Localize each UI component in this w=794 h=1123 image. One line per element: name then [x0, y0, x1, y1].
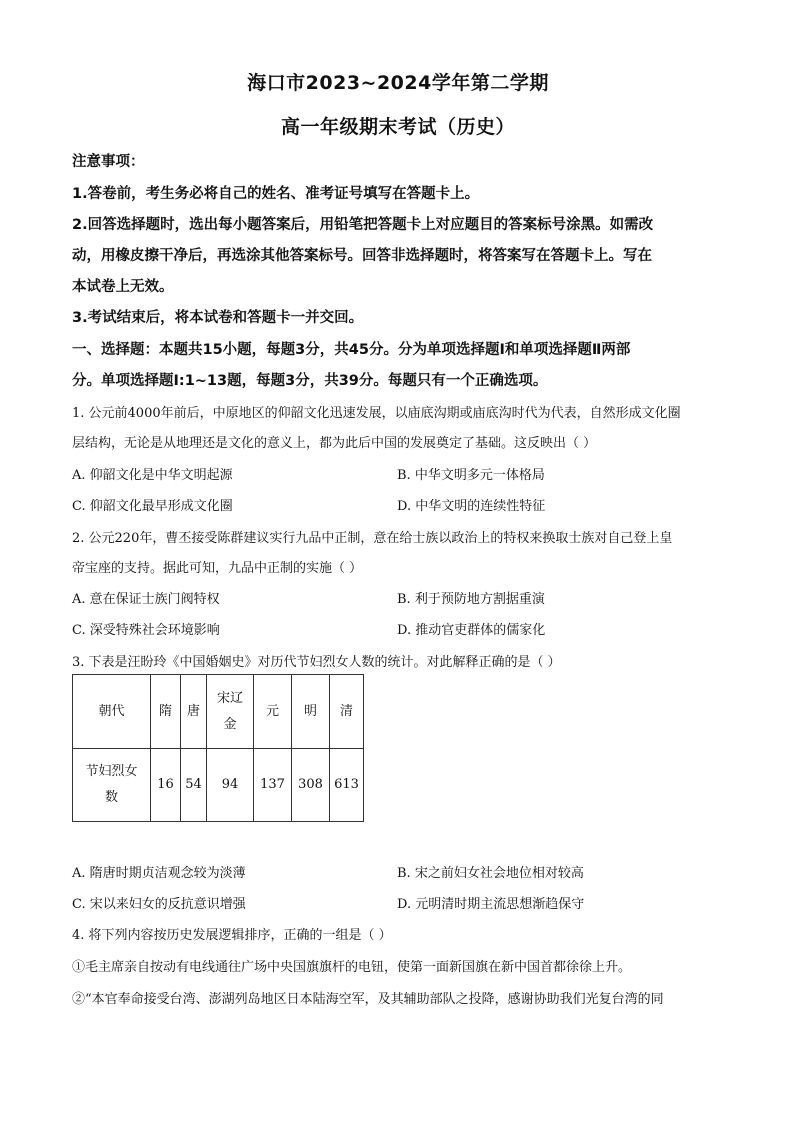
- q3-stem: 3. 下表是汪盼玲《中国婚姻史》对历代节妇烈女人数的统计。对此解释正确的是（ ）: [72, 655, 561, 670]
- q4-item-2: ②“本官奉命接受台湾、澎湖列岛地区日本陆海空军，及其辅助部队之投降，感谢协助我们光复台湾的同: [72, 992, 664, 1007]
- exam-subtitle: 高一年级期末考试（历史）: [280, 116, 515, 138]
- table-cell-count-tang: 54: [181, 749, 207, 822]
- q1-stem-line-1: 1. 公元前4000年前后，中原地区的仰韶文化迅速发展，以庙底沟期或庙底沟时代为代表，自然形成文化圈: [72, 406, 681, 421]
- q2-stem-line-1: 2. 公元220年，曹丕接受陈群建议实行九品中正制，意在给士族以政治上的特权来换取士族对自己登上皇: [72, 531, 673, 546]
- table-cell-count-qing: 613: [330, 749, 364, 822]
- q3-option-b: B. 宋之前妇女社会地位相对较高: [397, 866, 584, 881]
- table-row-header-count-line-1: 节妇烈女: [85, 764, 138, 779]
- q1-option-b: B. 中华文明多元一体格局: [397, 468, 545, 483]
- q1-option-d: D. 中华文明的连续性特征: [397, 499, 546, 514]
- table-cell-count-sui: 16: [151, 749, 181, 822]
- q3-option-a: A. 隋唐时期贞洁观念较为淡薄: [72, 866, 246, 881]
- q1-option-c: C. 仰韶文化最早形成文化圈: [72, 499, 233, 514]
- table-cell-dynasty-qing: 清: [330, 675, 364, 749]
- q3-statistics-table: [72, 674, 364, 822]
- q3-option-d: D. 元明清时期主流思想渐趋保守: [397, 897, 585, 912]
- table-row-header-dynasty: 朝代: [73, 675, 151, 749]
- section-heading-line-2: 分。单项选择题Ⅰ:1~13题，每题3分，共39分。每题只有一个正确选项。: [72, 373, 548, 389]
- table-cell-count-song-liao-jin: 94: [207, 749, 254, 822]
- q2-option-a: A. 意在保证士族门阀特权: [72, 592, 220, 607]
- notice-item-2-line-3: 本试卷上无效。: [72, 279, 174, 295]
- section-heading-line-1: 一、选择题：本题共15小题，每题3分，共45分。分为单项选择题Ⅰ和单项选择题Ⅱ两部: [72, 342, 631, 358]
- notice-item-2-line-1: 2.回答选择题时，选出每小题答案后，用铅笔把答题卡上对应题目的答案标号涂黑。如需改: [72, 217, 654, 233]
- table-cell-dynasty-tang: 唐: [181, 675, 207, 749]
- table-row-header-count: [73, 749, 151, 822]
- notice-item-1: 1.答卷前，考生务必将自己的姓名、准考证号填写在答题卡上。: [72, 186, 480, 202]
- q2-option-b: B. 利于预防地方割据重演: [397, 592, 545, 607]
- q2-stem-line-2: 帝宝座的支持。据此可知，九品中正制的实施（ ）: [72, 561, 363, 576]
- table-cell-dynasty-jin: 金: [223, 716, 237, 732]
- table-cell-dynasty-ming: 明: [292, 675, 330, 749]
- table-row-count: [73, 749, 364, 822]
- table-row-dynasty: [73, 675, 364, 749]
- table-cell-dynasty-song-liao-jin: [207, 675, 254, 749]
- table-cell-dynasty-sui: 隋: [151, 675, 181, 749]
- notice-heading: 注意事项：: [72, 154, 145, 170]
- notice-item-3: 3.考试结束后，将本试卷和答题卡一并交回。: [72, 310, 364, 326]
- table-cell-dynasty-yuan: 元: [254, 675, 292, 749]
- table-row-header-count-line-2: 数: [104, 790, 118, 805]
- q1-stem-line-2: 层结构，无论是从地理还是文化的意义上，都为此后中国的发展奠定了基础。这反映出（ ）: [72, 436, 597, 451]
- q2-option-d: D. 推动官吏群体的儒家化: [397, 623, 546, 638]
- q3-option-c: C. 宋以来妇女的反抗意识增强: [72, 897, 246, 912]
- q4-item-1: ①毛主席亲自按动有电线通往广场中央国旗旗杆的电钮，使第一面新国旗在新中国首都徐徐上升。: [72, 960, 632, 975]
- table-cell-dynasty-song-liao: 宋辽: [216, 690, 243, 706]
- q2-option-c: C. 深受特殊社会环境影响: [72, 623, 220, 638]
- q4-stem: 4. 将下列内容按历史发展逻辑排序，正确的一组是（ ）: [72, 928, 392, 943]
- exam-title: 海口市2023~2024学年第二学期: [247, 72, 549, 94]
- table-cell-count-yuan: 137: [254, 749, 292, 822]
- table-cell-count-ming: 308: [292, 749, 330, 822]
- notice-item-2-line-2: 动，用橡皮擦干净后，再选涂其他答案标号。回答非选择题时，将答案写在答题卡上。写在: [72, 248, 652, 264]
- q1-option-a: A. 仰韶文化是中华文明起源: [72, 468, 233, 483]
